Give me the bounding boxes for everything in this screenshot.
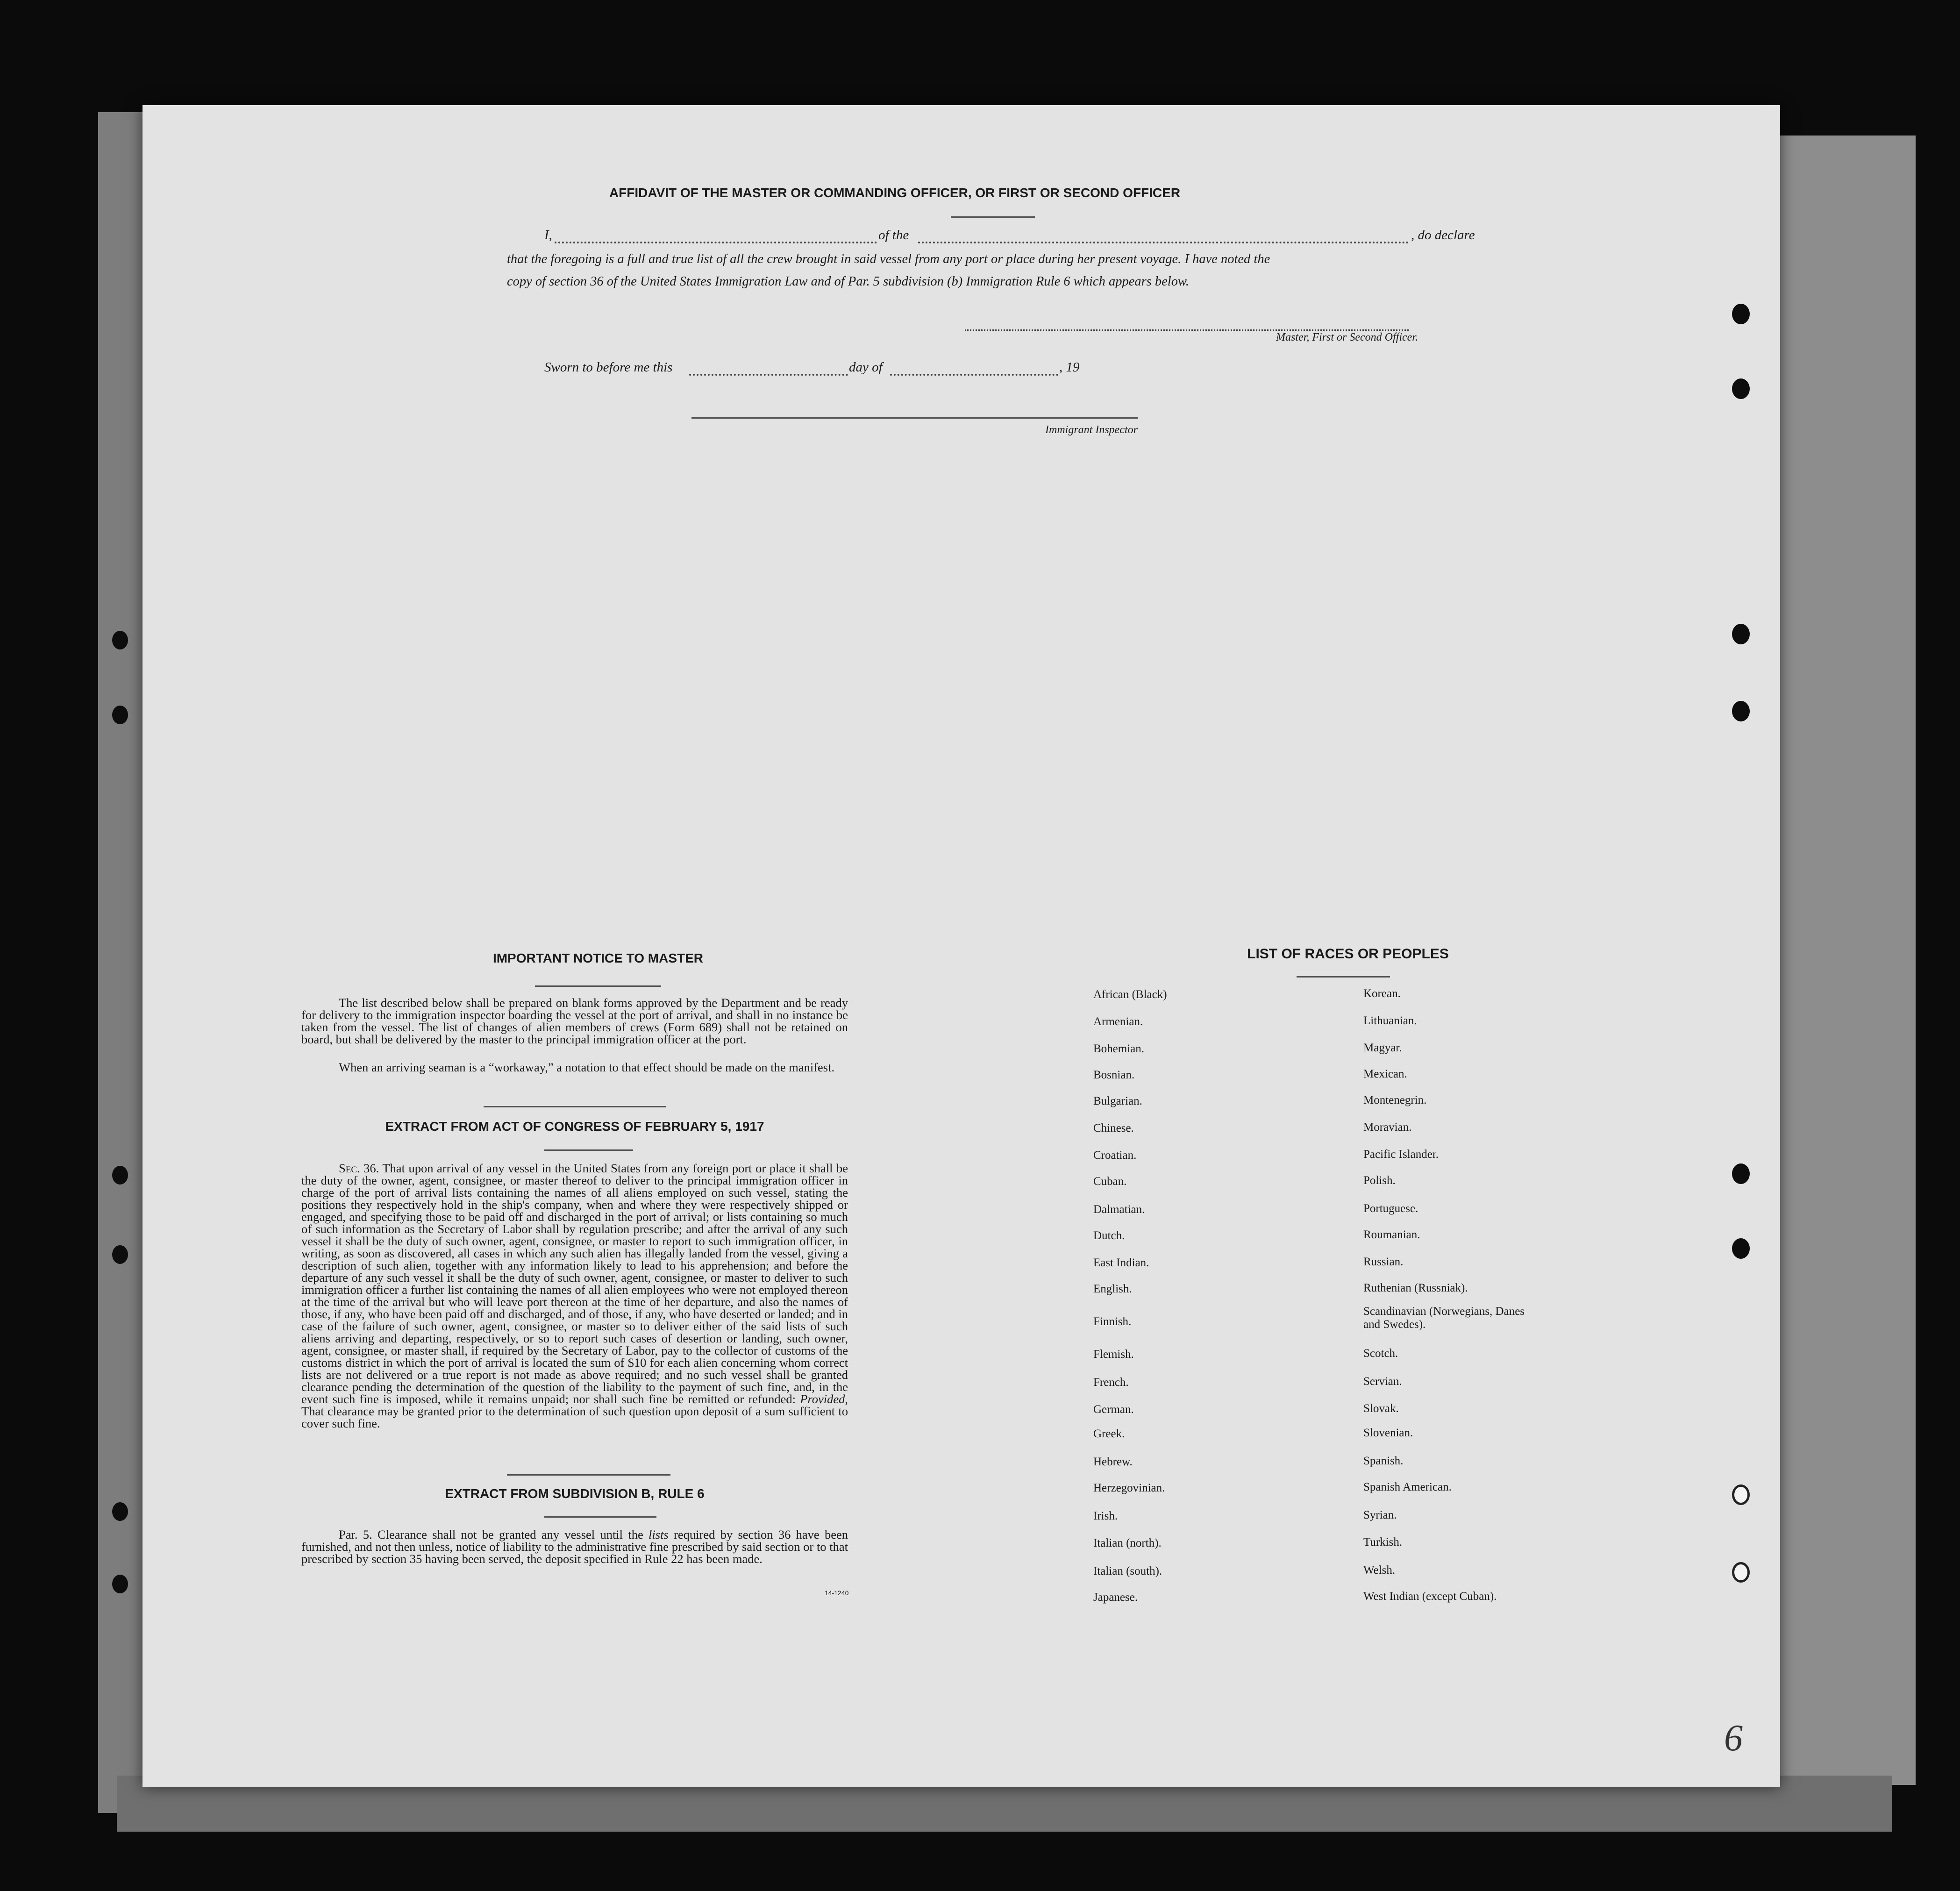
notice-p2-text: When an arriving seaman is a “workaway,” a notation to that effect should be made on the manifest. bbox=[339, 1060, 835, 1074]
notice-paragraph-2 bbox=[301, 1061, 848, 1073]
notice-title: IMPORTANT NOTICE TO MASTER bbox=[492, 951, 704, 965]
race-item: Scotch. bbox=[1363, 1347, 1398, 1360]
race-item: German. bbox=[1093, 1403, 1134, 1416]
act-title: EXTRACT FROM ACT OF CONGRESS OF FEBRUARY 5, 1917 bbox=[385, 1119, 764, 1134]
race-item: Russian. bbox=[1363, 1256, 1404, 1268]
divider bbox=[951, 216, 1035, 218]
race-item: Korean. bbox=[1363, 987, 1401, 1000]
race-item: Italian (north). bbox=[1093, 1537, 1162, 1549]
race-item: Slovenian. bbox=[1363, 1427, 1413, 1439]
races-left-column bbox=[1093, 988, 1355, 1717]
i-label: I, bbox=[544, 228, 552, 243]
affidavit-line-2: that the foregoing is a full and true list of all the crew brought in said vessel from any port or place during her present voyage. I have noted the bbox=[507, 252, 1270, 266]
inspector-signature-line[interactable] bbox=[691, 417, 1138, 419]
vessel-field[interactable] bbox=[918, 242, 1409, 243]
punch-hole bbox=[1732, 701, 1750, 721]
race-item: Armenian. bbox=[1093, 1015, 1143, 1028]
affidavit-title: AFFIDAVIT OF THE MASTER OR COMMANDING OFFICER, OR FIRST OR SECOND OFFICER bbox=[609, 186, 1181, 200]
race-item: African (Black) bbox=[1093, 988, 1167, 1001]
divider bbox=[1297, 976, 1390, 978]
affidavit-line-3: copy of section 36 of the United States Immigration Law and of Par. 5 subdivision (b) Immigration Rule 6 which appears below. bbox=[507, 274, 1189, 289]
master-signature-line[interactable] bbox=[965, 329, 1409, 331]
binder-hole bbox=[112, 1166, 128, 1185]
sworn-label: Sworn to before me this bbox=[544, 360, 673, 375]
race-item: Magyar. bbox=[1363, 1042, 1402, 1054]
year-label: , 19 bbox=[1059, 360, 1080, 375]
race-item: West Indian (except Cuban). bbox=[1363, 1590, 1497, 1603]
sworn-day-field[interactable] bbox=[689, 374, 848, 376]
divider bbox=[544, 1516, 656, 1518]
binder-hole bbox=[112, 1245, 128, 1264]
punch-hole bbox=[1732, 1484, 1750, 1505]
divider bbox=[484, 1106, 666, 1107]
race-item: Chinese. bbox=[1093, 1122, 1134, 1135]
punch-hole bbox=[1732, 1163, 1750, 1184]
race-item: Herzegovinian. bbox=[1093, 1482, 1165, 1494]
punch-hole bbox=[1732, 378, 1750, 399]
affidavit-line-1 bbox=[544, 228, 1563, 246]
race-item: Bosnian. bbox=[1093, 1069, 1135, 1081]
races-right-column bbox=[1363, 987, 1644, 1716]
race-item: Finnish. bbox=[1093, 1315, 1132, 1328]
act-section-36 bbox=[301, 1162, 848, 1429]
punch-hole bbox=[1732, 1238, 1750, 1259]
punch-hole bbox=[1732, 1562, 1750, 1583]
binder-hole bbox=[112, 706, 128, 724]
race-item: Flemish. bbox=[1093, 1348, 1134, 1361]
inspector-label: Immigrant Inspector bbox=[1045, 424, 1138, 436]
punch-hole bbox=[1732, 624, 1750, 644]
race-item: Polish. bbox=[1363, 1174, 1396, 1187]
race-item: Bulgarian. bbox=[1093, 1095, 1142, 1107]
binder-hole bbox=[112, 1575, 128, 1593]
race-item: Dutch. bbox=[1093, 1229, 1125, 1242]
act-provided: Provided, bbox=[800, 1392, 848, 1406]
race-item: Pacific Islander. bbox=[1363, 1148, 1439, 1161]
race-item: Ruthenian (Russniak). bbox=[1363, 1282, 1468, 1294]
race-item: Spanish. bbox=[1363, 1455, 1404, 1467]
rule-text-a: Par. 5. Clearance shall not be granted any vessel until the bbox=[339, 1527, 643, 1541]
binder-hole bbox=[112, 631, 128, 649]
race-item: Scandinavian (Norwegians, Danes and Swedes). bbox=[1363, 1305, 1525, 1331]
underlying-sheet-right bbox=[1757, 136, 1916, 1785]
race-item: Portuguese. bbox=[1363, 1202, 1418, 1215]
race-item: Hebrew. bbox=[1093, 1456, 1133, 1468]
divider bbox=[544, 1149, 633, 1151]
races-title: LIST OF RACES OR PEOPLES bbox=[1247, 946, 1449, 962]
race-item: Syrian. bbox=[1363, 1509, 1397, 1521]
act-text-end: That clearance may be granted prior to the determination of such question upon deposit of a sum sufficient to cover such fine. bbox=[301, 1404, 848, 1430]
race-item: Irish. bbox=[1093, 1510, 1118, 1522]
race-item: Welsh. bbox=[1363, 1564, 1396, 1577]
race-item: Turkish. bbox=[1363, 1536, 1403, 1548]
notice-p1-text: The list described below shall be prepared on blank forms approved by the Department and be ready for delivery to the immigration inspector boarding the vessel at the port of arrival, and shall in no instance be taken from the vessel. The list of changes of alien members of crews (Form 689) shall not be retained on board, but shall be delivered by the master to the principal immigration officer at the port. bbox=[301, 996, 848, 1046]
punch-hole bbox=[1732, 304, 1750, 324]
act-text: That upon arrival of any vessel in the United States from any foreign port or place it shall be the duty of the owner, agent, consignee, or master thereof to deliver to the principal immigration officer in charge of the port of arrival lists containing the names of all aliens employed on such vessel, stating the positions they respectively hold in the ship's company, when and where they were respectively shipped or engaged, and specifying those to be paid off and discharged in the port of arrival; or lists containing so much of such information as the Secretary of Labor shall by regulation prescribe; and after the arrival of any such vessel it shall be the duty of such owner, agent, consignee, or master to report to such immigration officer, in writing, as soon as discovered, all cases in which any such alien has illegally landed from the vessel, giving a description of such alien, together with any information likely to lead to his apprehension; and before the departure of any such vessel it shall be the duty of such owner, agent, consignee, or master to deliver to such immigration officer a further list containing the names of all alien employees who were not employed thereon at the time of the arrival but who will leave port thereon at the time of her departure, and also the names of those, if any, who have been paid off and discharged, and of those, if any, who have deserted or landed; and in case of the failure of such owner, agent, consignee, or master so to deliver either of the said lists of such aliens arriving and departing, respectively, or so to report such cases of desertion or landing, such owner, agent, consignee, or master shall, if required by the Secretary of Labor, pay to the collector of customs of the customs district in which the port of arrival is located the sum of $10 for each alien concerning whom correct lists are not delivered or a true report is not made as above required; and no such vessel shall be granted clearance pending the determination of the question of the liability to the payment of such fine, and, in the event such fine is imposed, while it remains unpaid; nor shall such fine be remitted or refunded: bbox=[301, 1161, 848, 1406]
binder-hole bbox=[112, 1502, 128, 1521]
race-item: Servian. bbox=[1363, 1375, 1402, 1388]
race-item: Bohemian. bbox=[1093, 1042, 1145, 1055]
race-item: Moravian. bbox=[1363, 1121, 1412, 1134]
race-item: Lithuanian. bbox=[1363, 1014, 1417, 1027]
sworn-month-field[interactable] bbox=[890, 374, 1058, 376]
form-number: 14-1240 bbox=[825, 1589, 849, 1597]
race-item: East Indian. bbox=[1093, 1256, 1149, 1269]
rule-lists: lists bbox=[649, 1527, 669, 1541]
sworn-line bbox=[544, 360, 1152, 378]
race-item: Dalmatian. bbox=[1093, 1203, 1145, 1216]
race-item: English. bbox=[1093, 1283, 1132, 1295]
rule-paragraph bbox=[301, 1528, 848, 1565]
race-item: Croatian. bbox=[1093, 1149, 1137, 1162]
race-item: Roumanian. bbox=[1363, 1228, 1420, 1241]
race-item: Slovak. bbox=[1363, 1402, 1399, 1415]
race-item: French. bbox=[1093, 1376, 1129, 1389]
race-item: Cuban. bbox=[1093, 1175, 1127, 1188]
notice-paragraph-1 bbox=[301, 997, 848, 1045]
race-item: Japanese. bbox=[1093, 1591, 1138, 1604]
race-item: Italian (south). bbox=[1093, 1565, 1162, 1577]
divider bbox=[507, 1474, 670, 1476]
race-item: Greek. bbox=[1093, 1427, 1125, 1440]
do-declare-label: , do declare bbox=[1411, 228, 1475, 243]
handwritten-page-number: 6 bbox=[1724, 1718, 1743, 1759]
race-item: Spanish American. bbox=[1363, 1481, 1452, 1493]
name-field[interactable] bbox=[555, 242, 877, 243]
divider bbox=[535, 985, 661, 987]
rule-title: EXTRACT FROM SUBDIVISION B, RULE 6 bbox=[445, 1486, 705, 1501]
race-item: Montenegrin. bbox=[1363, 1094, 1427, 1106]
act-sec-label: Sec. 36. bbox=[339, 1161, 379, 1175]
race-item: Mexican. bbox=[1363, 1068, 1407, 1080]
of-the-label: of the bbox=[878, 228, 909, 243]
rule-text-b: required by section 36 have been furnished, and not then unless, notice of liability to the administrative fine prescribed by said section or to that prescribed by section 35 having been served, the deposit specified in Rule 22 has been made. bbox=[301, 1527, 848, 1566]
master-signature-label: Master, First or Second Officer. bbox=[1276, 331, 1418, 343]
day-of-label: day of bbox=[849, 360, 883, 375]
document-page bbox=[143, 105, 1780, 1787]
